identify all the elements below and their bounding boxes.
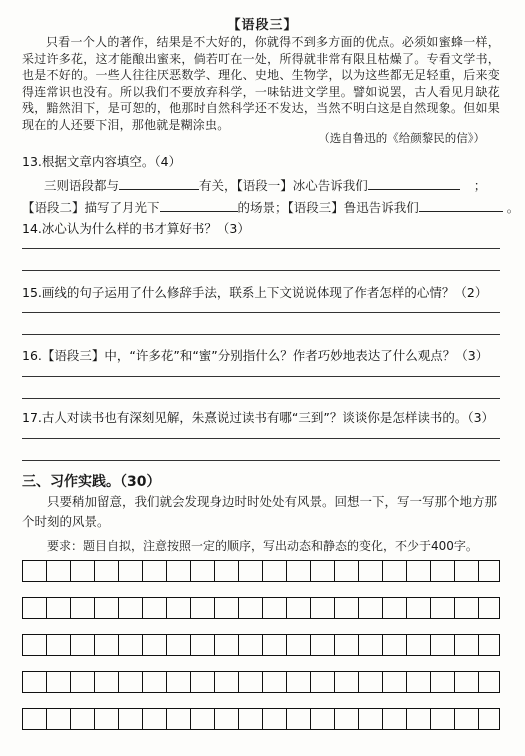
grid-row[interactable]	[22, 708, 500, 730]
q15-answer-line-1[interactable]	[22, 312, 500, 313]
q13-fill-line-1	[44, 176, 486, 194]
q13-text-1a: 三则语段都与	[44, 178, 120, 193]
q13-fill-line-2	[22, 198, 519, 216]
question-14: 14.冰心认为什么样的书才算好书？（3）	[22, 221, 250, 236]
q13-blank-4[interactable]	[419, 199, 503, 212]
section-title: 【语段三】	[227, 18, 298, 33]
grid-row[interactable]	[22, 634, 500, 656]
q13-text-1b: 有关，【语段一】冰心告诉我们	[199, 178, 368, 193]
writing-requirement: 要求：题目自拟，注意按照一定的顺序，写出动态和静态的变化，不少于400字。	[47, 539, 478, 553]
question-13: 13.根据文章内容填空。（4）	[22, 154, 182, 169]
q13-blank-1[interactable]	[119, 177, 199, 190]
q13-blank-3[interactable]	[160, 199, 238, 212]
q13-text-1end: ；	[473, 178, 487, 193]
passage-text: 只看一个人的著作，结果是不大好的，你就得不到多方面的优点。必须如蜜蜂一样，采过许多花，这才能酿出蜜来，倘若叮在一处，所得就非常有限且枯燥了。专看文学书，也是不好的。一些人往往厌恶数学、理化、史地、生物学，以为这些都无足轻重，后来变得连常识也没有。所以我们不要放弃科学，一味钻进文学里。譬如说罢，古人看见月缺花残，黯然泪下，是可恕的，他那时自然科学还不发达，当然不明白这是自然现象。但如果现在的人还要下泪，那他就是糊涂虫。	[22, 35, 500, 132]
q13-blank-2[interactable]	[368, 177, 460, 190]
q14-answer-line-2[interactable]	[22, 270, 500, 271]
grid-row[interactable]	[22, 560, 500, 582]
question-15: 15.画线的句子运用了什么修辞手法，联系上下文说说体现了作者怎样的心情？（2）	[22, 285, 488, 300]
q13-text-2end: 。	[506, 200, 520, 215]
q13-text-2a: 【语段二】描写了月光下	[22, 200, 160, 215]
writing-grid[interactable]	[22, 556, 500, 750]
grid-row[interactable]	[22, 597, 500, 619]
q17-answer-line-1[interactable]	[22, 438, 500, 439]
q15-answer-line-2[interactable]	[22, 334, 500, 335]
q13-text-2b: 的场景；【语段三】鲁迅告诉我们	[237, 200, 419, 215]
grid-row[interactable]	[22, 671, 500, 693]
part-3-title: 三、习作实践。（30）	[22, 474, 161, 490]
q17-answer-line-2[interactable]	[22, 460, 500, 461]
writing-prompt: 只要稍加留意，我们就会发现身边时时处处有风景。回想一下，写一写那个地方那个时刻的风景。	[22, 494, 498, 529]
question-16: 16.【语段三】中，“许多花”和“蜜”分别指什么？作者巧妙地表达了什么观点？（3）	[22, 348, 489, 363]
q14-answer-line-1[interactable]	[22, 248, 500, 249]
q16-answer-line-1[interactable]	[22, 376, 500, 377]
q16-answer-line-2[interactable]	[22, 398, 500, 399]
question-17: 17.古人对读书也有深刻见解，朱熹说过读书有哪“三到”？谈谈你是怎样读书的。（3）	[22, 410, 495, 425]
passage-source: （选自鲁迅的《给颜黎民的信》）	[318, 131, 485, 145]
